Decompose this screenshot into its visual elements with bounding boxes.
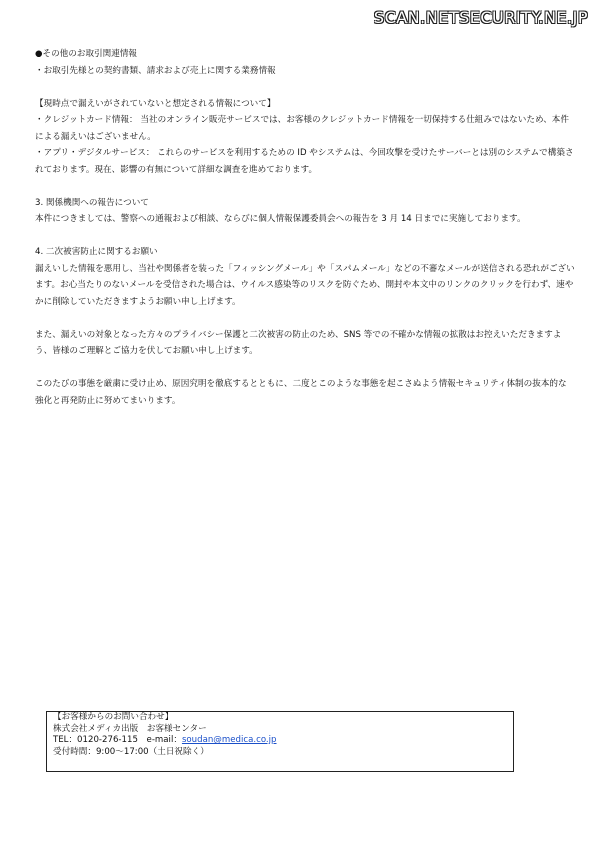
- contact-hours: 受付時間：9:00～17:00（土日祝除く）: [53, 746, 209, 757]
- app-digital-info: ・アプリ・デジタルサービス： これらのサービスを利用するための ID やシステムは、今回攻撃を受けたサーバーとは別のシステムで構築されております。現在、影響の有無について詳細な調査を進めております。: [35, 148, 574, 175]
- contact-company: 株式会社メディカ出版 お客様センター: [53, 723, 207, 734]
- section-other-heading: ●その他のお取引関連情報: [35, 49, 138, 59]
- credit-card-info: ・クレジットカード情報： 当社のオンライン販売サービスでは、お客様のクレジットカード情報を一切保持する仕組みではないため、本件による漏えいはございません。: [35, 115, 569, 142]
- section-report-heading: 3. 関係機関への報告について: [35, 197, 149, 208]
- contact-tel: TEL：0120-276-115 e-mail：: [53, 735, 182, 745]
- contact-email-link[interactable]: soudan@medica.co.jp: [181, 735, 277, 745]
- privacy-paragraph: また、漏えいの対象となった方々のプライバシー保護と二次被害の防止のため、SNS 等での不確かな情報の拡散はお控えいただきますよう、皆様のご理解とご協力を伏してお願い申し上げます。: [35, 329, 562, 356]
- watermark: SCAN.NETSECURITY.NE.JP: [373, 8, 588, 27]
- prevention-text: 漏えいした情報を悪用し、当社や関係者を装った「フィッシングメール」や「スパムメール」などの不審なメールが送信される恐れがございます。お心当たりのないメールを受信された場合は、ウイルス感染等のリスクを防ぐため、開封や本文中のリンクのクリックを行わず、速やかに削除していただきますようお願い申し上げます。: [35, 263, 575, 307]
- section-prevention-heading: 4. 二次被害防止に関するお願い: [35, 247, 158, 257]
- document-body: [35, 46, 575, 409]
- contact-tel-row: [53, 735, 507, 747]
- section-not-leaked-heading: 【現時点で漏えいがされていないと想定される情報について】: [35, 98, 276, 109]
- contact-box: [46, 711, 514, 772]
- closing-paragraph: このたびの事態を厳粛に受け止め、原因究明を徹底するとともに、二度とこのような事態を起こさぬよう情報セキュリティ体制の抜本的な強化と再発防止に努めてまいります。: [35, 379, 567, 406]
- contact-title: 【お客様からのお問い合わせ】: [53, 712, 174, 722]
- section-other-line: ・お取引先様との契約書類、請求および売上に関する業務情報: [35, 65, 276, 76]
- report-text: 本件につきましては、警察への通報および相談、ならびに個人情報保護委員会への報告を 3 月 14 日までに実施しております。: [35, 214, 526, 224]
